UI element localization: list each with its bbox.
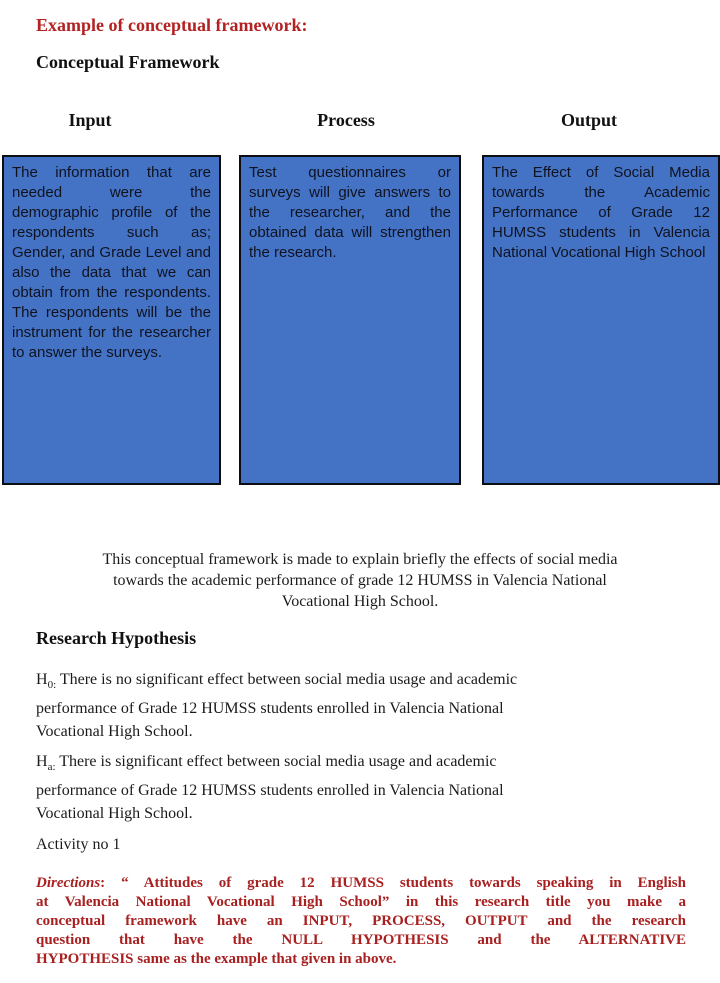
input-box bbox=[2, 155, 221, 485]
summary-line: towards the academic performance of grade 12 HUMSS in Valencia National bbox=[113, 572, 607, 589]
null-hypothesis-symbol: H bbox=[36, 671, 48, 688]
directions-paragraph bbox=[36, 874, 686, 969]
summary-paragraph bbox=[40, 549, 680, 612]
activity-label: Activity no 1 bbox=[36, 836, 121, 853]
output-box bbox=[482, 155, 720, 485]
input-box-text: The information that are needed were the demographic profile of the respondents such as; Gender, and Grade Level and also the data that we can obtain from the respondents. The respondents will be the instrument for the researcher to answer the surveys. bbox=[12, 164, 211, 361]
summary-line: Vocational High School. bbox=[281, 593, 439, 610]
directions-line: Directions: “ Attitudes of grade 12 HUMSS students towards speaking in English bbox=[36, 875, 686, 891]
research-hypothesis-heading: Research Hypothesis bbox=[36, 628, 197, 648]
directions-line: question that have the NULL HYPOTHESIS and the ALTERNATIVE bbox=[36, 932, 686, 948]
null-hypothesis-line: Vocational High School. bbox=[36, 723, 193, 741]
alternative-hypothesis-line: $H_{a:}$ There is significant effect between social media usage and academic bbox=[36, 753, 497, 774]
alternative-hypothesis-line: performance of Grade 12 HUMSS students enrolled in Valencia National bbox=[36, 782, 504, 800]
alternative-hypothesis-paragraph bbox=[36, 750, 646, 825]
null-hypothesis-subscript: 0: bbox=[47, 679, 57, 692]
summary-line: This conceptual framework is made to explain briefly the effects of social media bbox=[102, 551, 618, 568]
process-column-header: Process bbox=[317, 110, 375, 130]
directions-line: conceptual framework have an INPUT, PROCESS, OUTPUT and the research bbox=[36, 913, 686, 929]
alternative-hypothesis-line: Vocational High School. bbox=[36, 805, 193, 823]
null-hypothesis-paragraph bbox=[36, 668, 646, 743]
process-box bbox=[239, 155, 461, 485]
directions-line: at Valencia National Vocational High School” in this research title you make a bbox=[36, 894, 686, 910]
example-heading: Example of conceptual framework: bbox=[36, 15, 308, 35]
input-column-header: Input bbox=[68, 110, 112, 130]
output-box-text: The Effect of Social Media towards the Academic Performance of Grade 12 HUMSS students in Valencia National Vocational High School bbox=[492, 164, 710, 261]
conceptual-framework-heading: Conceptual Framework bbox=[36, 52, 220, 72]
alternative-hypothesis-symbol: H bbox=[36, 753, 48, 770]
directions-label: Directions bbox=[36, 875, 101, 891]
process-box-text: Test questionnaires or surveys will give answers to the researcher, and the obtained data will strengthen the research. bbox=[249, 164, 451, 261]
null-hypothesis-line: $H_{0:}$ There is no significant effect between social media usage and academic bbox=[36, 671, 518, 692]
directions-line: HYPOTHESIS same as the example that given in above. bbox=[36, 951, 397, 967]
output-column-header: Output bbox=[560, 110, 618, 130]
null-hypothesis-line: performance of Grade 12 HUMSS students enrolled in Valencia National bbox=[36, 700, 504, 718]
alternative-hypothesis-subscript: a: bbox=[47, 761, 56, 774]
